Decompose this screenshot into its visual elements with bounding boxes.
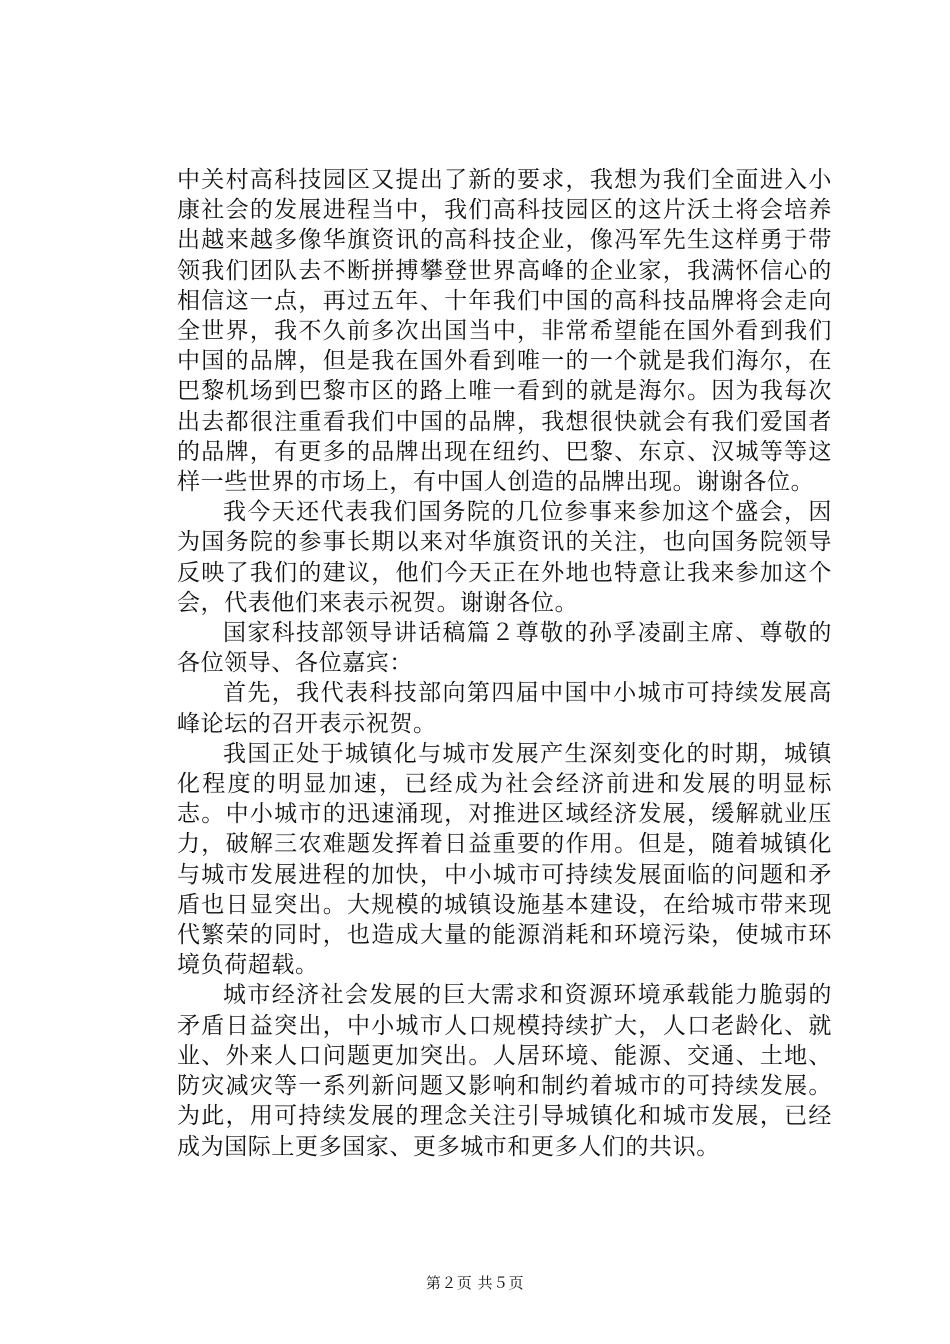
paragraph-1: 中关村高科技园区又提出了新的要求，我想为我们全面进入小康社会的发展进程当中，我们高科技园区的这片沃土将会培养出越来越多像华旗资讯的高科技企业，像冯军先生这样勇于带领我们团队去不断拼搏攀登世界高峰的企业家，我满怀信心的相信这一点，再过五年、十年我们中国的高科技品牌将会走向全世界，我不久前多次出国当中，非常希望能在国外看到我们中国的品牌，但是我在国外看到唯一的一个就是我们海尔，在巴黎机场到巴黎市区的路上唯一看到的就是海尔。因为我每次出去都很注重看我们中国的品牌，我想很快就会有我们爱国者的品牌，有更多的品牌出现在纽约、巴黎、东京、汉城等等这样一些世界的市场上，有中国人创造的品牌出现。谢谢各位。 [177,167,832,496]
paragraph-2: 我今天还代表我们国务院的几位参事来参加这个盛会，因为国务院的参事长期以来对华旗资讯的关注，也向国务院领导反映了我们的建议，他们今天正在外地也特意让我来参加这个会，代表他们来表示祝贺。谢谢各位。 [177,499,832,616]
paragraph-5: 我国正处于城镇化与城市发展产生深刻变化的时期，城镇化程度的明显加速，已经成为社会经济前进和发展的明显标志。中小城市的迅速涌现，对推进区域经济发展，缓解就业压力，破解三农难题发挥着日益重要的作用。但是，随着城镇化与城市发展进程的加快，中小城市可持续发展面临的问题和矛盾也日显突出。大规模的城镇设施基本建设，在给城市带来现代繁荣的同时，也造成大量的能源消耗和环境污染，使城市环境负荷超载。 [177,740,832,979]
paragraph-6: 城市经济社会发展的巨大需求和资源环境承载能力脆弱的矛盾日益突出，中小城市人口规模持续扩大，人口老龄化、就业、外来人口问题更加突出。人居环境、能源、交通、土地、防灾减灾等一系列新问题又影响和制约着城市的可持续发展。为此，用可持续发展的理念关注引导城镇化和城市发展，已经成为国际上更多国家、更多城市和更多人们的共识。 [177,982,832,1160]
paragraph-4: 首先，我代表科技部向第四届中国中小城市可持续发展高峰论坛的召开表示祝贺。 [177,680,832,737]
document-body [177,165,832,1162]
paragraph-3: 国家科技部领导讲话稿篇２尊敬的孙孚凌副主席、尊敬的各位领导、各位嘉宾： [177,620,832,677]
page-number-footer: 第２页 共５页 [425,1274,525,1292]
